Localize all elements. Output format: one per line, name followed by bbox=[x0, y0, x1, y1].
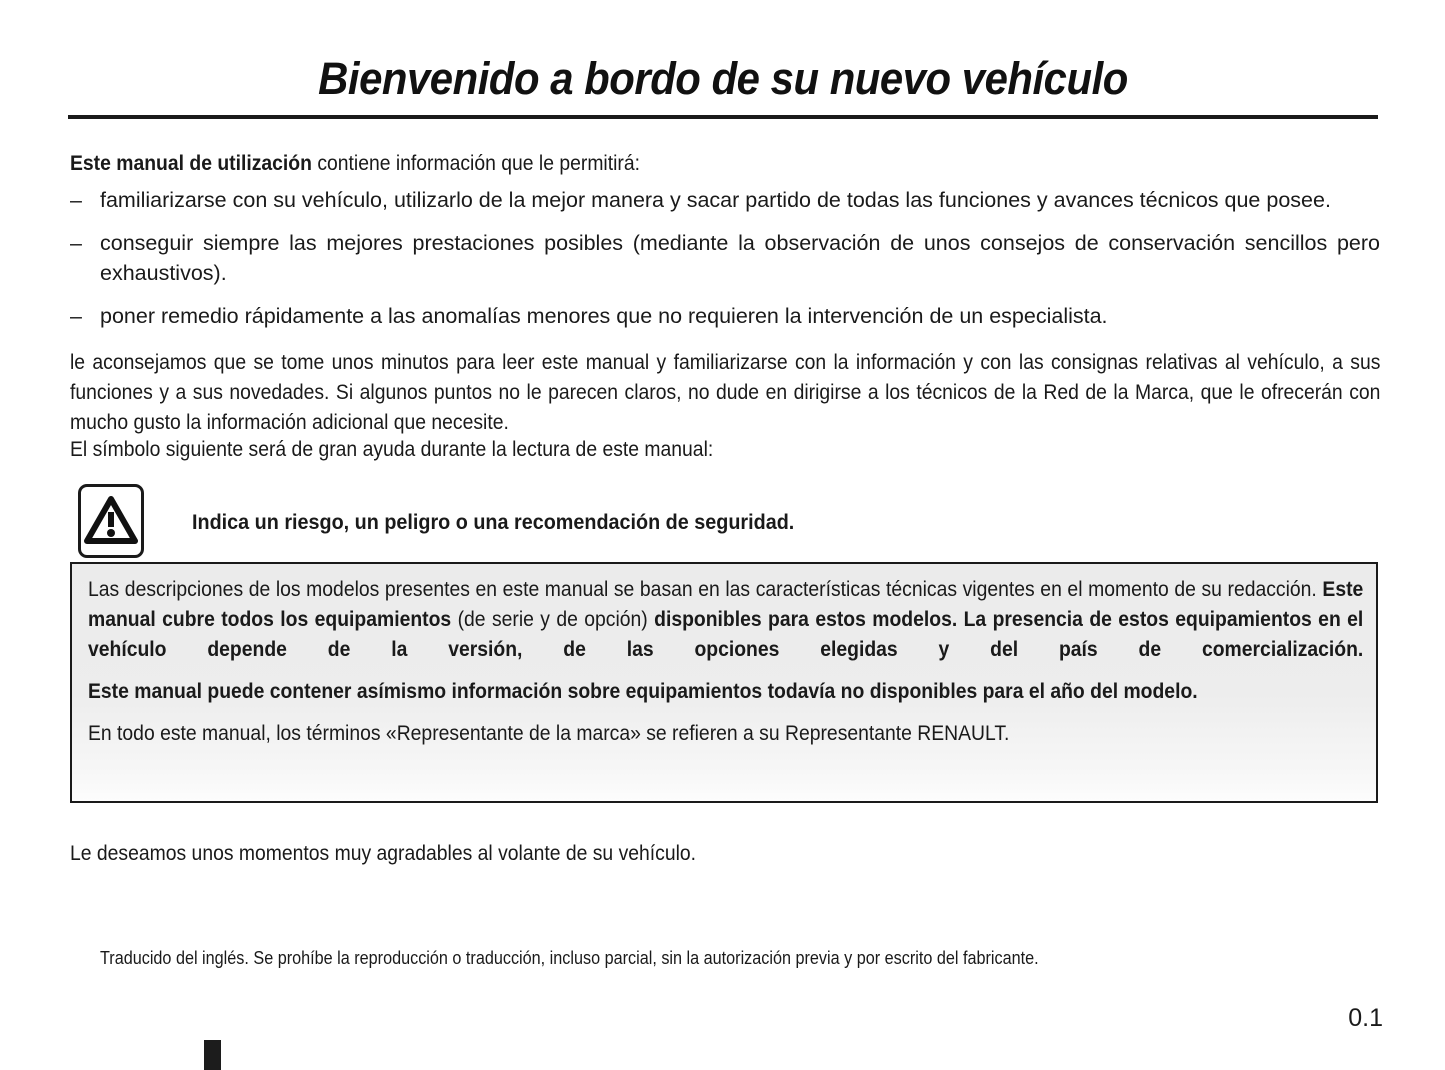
list-item-label: conseguir siempre las mejores prestaciones posibles (mediante la observación de unos consejos de conservación sencillos pero exhaustivos). bbox=[100, 231, 1380, 285]
title-divider bbox=[68, 115, 1378, 119]
disclaimer-p1-bold1: Este manual cubre todos los equipamientos bbox=[88, 577, 1364, 631]
disclaimer-paragraph-2 bbox=[88, 676, 1363, 706]
section-index-tab bbox=[204, 1040, 221, 1070]
list-item-label: familiarizarse con su vehículo, utilizarlo de la mejor manera y sacar partido de todas las funciones y avances técnicos que posee. bbox=[100, 188, 1331, 212]
symbol-intro-paragraph bbox=[70, 434, 1380, 464]
disclaimer-p2-text: Este manual puede contener asímismo información sobre equipamientos todavía no disponibles para el año del modelo. bbox=[88, 679, 1198, 703]
list-item bbox=[70, 301, 1380, 331]
disclaimer-box bbox=[70, 562, 1378, 803]
advice-paragraph bbox=[70, 347, 1380, 437]
intro-rest: contiene información que le permitirá: bbox=[311, 151, 640, 175]
disclaimer-p1-bold2: disponibles para estos modelos. La presencia de estos equipamientos en el vehículo depende de la versión, de las opciones elegidas y del país de comercialización. bbox=[88, 607, 1364, 661]
bullet-dash-icon: – bbox=[70, 304, 82, 328]
bullet-dash-icon: – bbox=[70, 231, 82, 255]
intro-paragraph bbox=[70, 148, 1380, 178]
closing-paragraph: Le deseamos unos momentos muy agradables al volante de su vehículo. bbox=[70, 841, 697, 865]
symbol-intro-text: El símbolo siguiente será de gran ayuda durante la lectura de este manual: bbox=[70, 437, 714, 461]
intro-bold-lead: Este manual de utilización bbox=[70, 151, 312, 175]
warning-legend bbox=[78, 484, 1378, 560]
disclaimer-paragraph-1 bbox=[88, 574, 1363, 664]
list-item bbox=[70, 185, 1380, 215]
disclaimer-p1-part2: (de serie y de opción) bbox=[451, 607, 655, 631]
list-item-label: poner remedio rápidamente a las anomalías menores que no requieren la intervención de un especialista. bbox=[100, 304, 1108, 328]
disclaimer-box-inner bbox=[88, 574, 1363, 748]
legal-notice: Traducido del inglés. Se prohíbe la reproducción o traducción, incluso parcial, sin la autorización previa y por escrito del fabricante. bbox=[100, 948, 1039, 968]
benefits-list bbox=[70, 185, 1380, 331]
page-title: Bienvenido a bordo de su nuevo vehículo bbox=[318, 53, 1128, 104]
warning-icon-frame bbox=[78, 484, 144, 558]
list-item bbox=[70, 228, 1380, 288]
disclaimer-p1-part1: Las descripciones de los modelos presentes en este manual se basan en las características técnicas vigentes en el momento de su redacción. bbox=[88, 577, 1323, 601]
page-number: 0.1 bbox=[1348, 1004, 1383, 1032]
warning-caption: Indica un riesgo, un peligro o una recomendación de seguridad. bbox=[192, 510, 795, 534]
disclaimer-paragraph-3: En todo este manual, los términos «Representante de la marca» se refieren a su Representante RENAULT. bbox=[88, 721, 1010, 745]
advice-paragraph-text: le aconsejamos que se tome unos minutos para leer este manual y familiarizarse con la información y con las consignas relativas al vehículo, a sus funciones y a sus novedades. Si algunos puntos no le parecen claros, no dude en dirigirse a los técnicos de la Red de la Marca, que le ofrecerán con mucho gusto la información adicional que necesite. bbox=[70, 350, 1381, 434]
bullet-dash-icon: – bbox=[70, 188, 82, 212]
warning-triangle-icon bbox=[84, 496, 138, 546]
